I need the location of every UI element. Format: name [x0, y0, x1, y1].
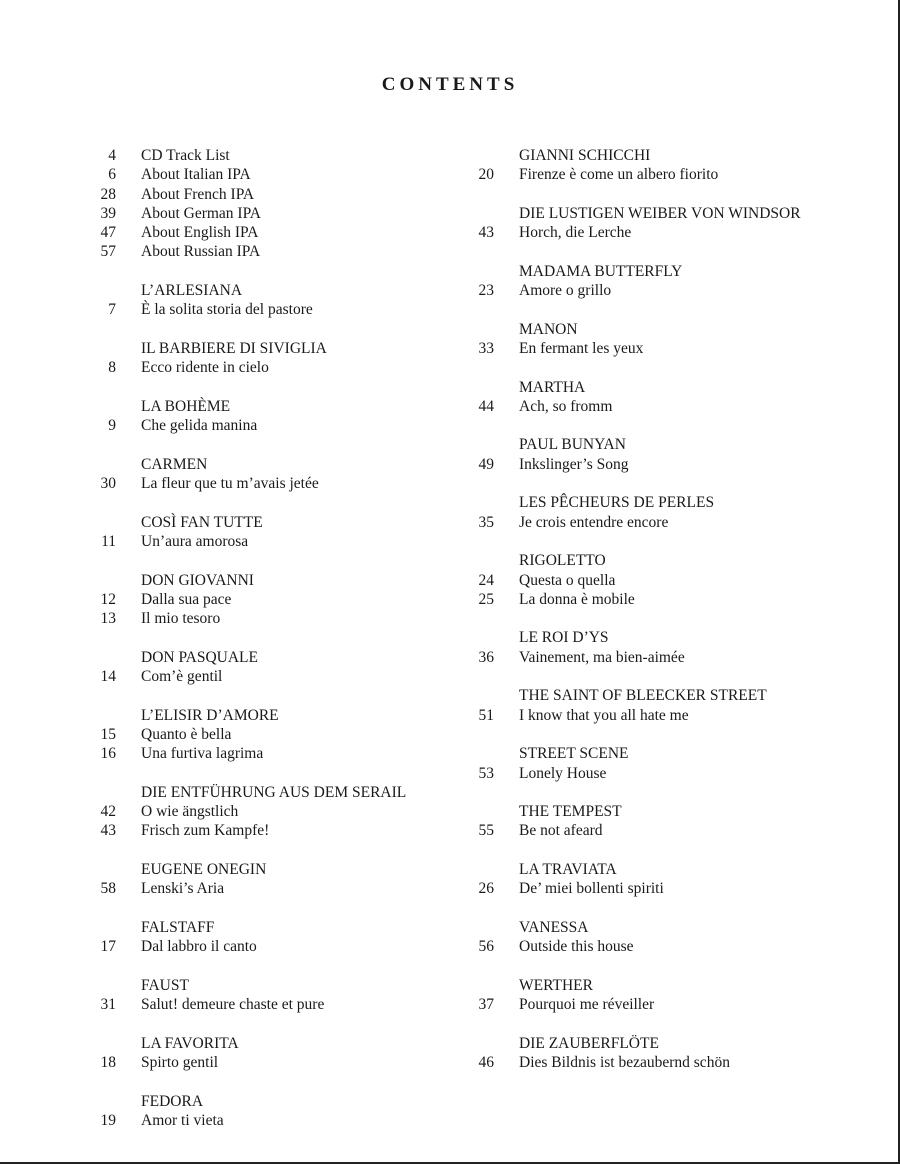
- entry-title: De’ miei bollenti spiriti: [519, 880, 664, 898]
- opera-heading-row: [463, 802, 883, 821]
- opera-heading: LES PÊCHEURS DE PERLES: [519, 494, 715, 512]
- contents-entry: [84, 725, 464, 744]
- opera-heading: PAUL BUNYAN: [519, 436, 626, 454]
- opera-heading: STREET SCENE: [519, 745, 629, 763]
- opera-heading-row: [84, 783, 464, 802]
- heading-spacer: [463, 262, 494, 281]
- opera-heading: DIE ENTFÜHRUNG AUS DEM SERAIL: [141, 783, 407, 801]
- entry-title: Il mio tesoro: [141, 610, 221, 628]
- opera-group: [84, 146, 464, 262]
- opera-heading: GIANNI SCHICCHI: [519, 147, 651, 164]
- opera-group: [84, 706, 464, 764]
- opera-heading-row: [84, 1092, 464, 1111]
- heading-spacer: [463, 860, 494, 879]
- opera-group: [463, 976, 883, 1015]
- page-number: 16: [100, 745, 116, 763]
- contents-entry: [463, 590, 883, 609]
- page-number: 46: [478, 1053, 494, 1071]
- page-number: 25: [478, 590, 494, 608]
- opera-heading: FALSTAFF: [141, 918, 215, 936]
- contents-entry: [463, 764, 883, 783]
- entry-title: En fermant les yeux: [519, 339, 644, 357]
- entry-title: About German IPA: [141, 204, 261, 222]
- entry-title: Salut! demeure chaste et pure: [141, 996, 325, 1014]
- opera-heading-row: [84, 513, 464, 532]
- entry-title: La fleur que tu m’avais jetée: [141, 475, 319, 493]
- opera-group: [84, 281, 464, 320]
- entry-title: CD Track List: [141, 147, 230, 164]
- heading-spacer: [463, 628, 494, 647]
- contents-entry: [463, 397, 883, 416]
- opera-heading: L’ARLESIANA: [141, 282, 243, 300]
- opera-heading: DON PASQUALE: [141, 648, 258, 666]
- opera-group: [463, 435, 883, 474]
- contents-entry: [463, 937, 883, 956]
- opera-group: [84, 455, 464, 494]
- opera-group: [84, 513, 464, 552]
- entry-title: Com’è gentil: [141, 668, 223, 686]
- opera-heading: MADAMA BUTTERFLY: [519, 262, 683, 280]
- opera-heading-row: [84, 1034, 464, 1053]
- opera-heading: THE SAINT OF BLEECKER STREET: [519, 687, 767, 705]
- heading-spacer: [463, 493, 494, 512]
- heading-spacer: [84, 281, 116, 300]
- opera-heading-row: [84, 976, 464, 995]
- contents-entry: [84, 744, 464, 763]
- page-number: 58: [100, 880, 116, 898]
- opera-heading-row: [84, 339, 464, 358]
- opera-group: [463, 628, 883, 667]
- page-number: 43: [478, 224, 494, 242]
- contents-entry: [463, 879, 883, 898]
- page-number: 42: [100, 803, 116, 821]
- opera-heading-row: [463, 686, 883, 705]
- contents-entry: [463, 339, 883, 358]
- entry-title: I know that you all hate me: [519, 706, 689, 724]
- contents-entry: [84, 474, 464, 493]
- page-number: 26: [478, 880, 494, 898]
- contents-entry: [84, 223, 464, 242]
- entry-title: Dal labbro il canto: [141, 938, 257, 956]
- heading-spacer: [463, 686, 494, 705]
- entry-title: Dies Bildnis ist bezaubernd schön: [519, 1053, 730, 1071]
- entry-title: Frisch zum Kampfe!: [141, 822, 270, 840]
- page-number: 20: [478, 166, 494, 184]
- heading-spacer: [463, 918, 494, 937]
- opera-heading-row: [463, 146, 883, 165]
- opera-heading: CARMEN: [141, 455, 208, 473]
- opera-group: [84, 397, 464, 436]
- heading-spacer: [84, 783, 116, 802]
- opera-heading-row: [463, 320, 883, 339]
- opera-heading-row: [84, 648, 464, 667]
- contents-entry: [84, 532, 464, 551]
- opera-group: [463, 802, 883, 841]
- contents-entry: [463, 706, 883, 725]
- entry-title: Horch, die Lerche: [519, 224, 632, 242]
- page-number: 53: [478, 764, 494, 782]
- heading-spacer: [463, 146, 494, 165]
- heading-spacer: [84, 455, 116, 474]
- contents-entry: [84, 204, 464, 223]
- contents-entry: [84, 802, 464, 821]
- contents-entry: [463, 455, 883, 474]
- opera-group: [84, 339, 464, 378]
- entry-title: Pourquoi me réveiller: [519, 996, 655, 1014]
- opera-heading-row: [463, 744, 883, 763]
- contents-entry: [463, 513, 883, 532]
- opera-heading-row: [463, 976, 883, 995]
- entry-title: Spirto gentil: [141, 1053, 219, 1071]
- opera-group: [463, 262, 883, 301]
- page-number: 6: [108, 166, 116, 184]
- opera-group: [84, 976, 464, 1015]
- page-number: 30: [100, 475, 116, 493]
- opera-group: [463, 551, 883, 609]
- contents-entry: [84, 821, 464, 840]
- contents-entry: [463, 821, 883, 840]
- entry-title: Questa o quella: [519, 571, 616, 589]
- opera-heading: RIGOLETTO: [519, 552, 606, 570]
- contents-entry: [463, 995, 883, 1014]
- page-title: CONTENTS: [381, 74, 519, 95]
- opera-heading-row: [84, 706, 464, 725]
- entry-title: Che gelida manina: [141, 417, 258, 435]
- opera-heading-row: [463, 262, 883, 281]
- contents-entry: [84, 590, 464, 609]
- opera-group: [463, 1034, 883, 1073]
- page-number: 49: [478, 455, 494, 473]
- contents-entry: [463, 223, 883, 242]
- page-number: 51: [478, 706, 494, 724]
- opera-group: [463, 744, 883, 783]
- page-number: 39: [100, 204, 116, 222]
- opera-heading: FAUST: [141, 976, 189, 994]
- heading-spacer: [84, 513, 116, 532]
- opera-group: [84, 571, 464, 629]
- opera-group: [84, 648, 464, 687]
- opera-heading: LA TRAVIATA: [519, 860, 617, 878]
- opera-heading-row: [463, 435, 883, 454]
- heading-spacer: [84, 397, 116, 416]
- page-number: 7: [108, 301, 116, 319]
- opera-heading: LE ROI D’YS: [519, 629, 609, 647]
- page-number: 11: [101, 532, 116, 550]
- entry-title: About French IPA: [141, 185, 255, 203]
- opera-heading: IL BARBIERE DI SIVIGLIA: [141, 339, 327, 357]
- entry-title: Amore o grillo: [519, 282, 612, 300]
- page-number: 35: [478, 513, 494, 531]
- opera-heading-row: [463, 204, 883, 223]
- opera-heading: WERTHER: [519, 976, 593, 994]
- entry-title: Lenski’s Aria: [141, 880, 225, 898]
- opera-heading-row: [84, 571, 464, 590]
- opera-group: [84, 918, 464, 957]
- opera-heading-row: [463, 628, 883, 647]
- entry-title: Inkslinger’s Song: [519, 455, 629, 473]
- opera-heading: MARTHA: [519, 378, 586, 396]
- opera-group: [463, 378, 883, 417]
- entry-title: About Italian IPA: [141, 166, 251, 184]
- heading-spacer: [84, 860, 116, 879]
- contents-left-column: [84, 146, 464, 1149]
- opera-heading: DIE ZAUBERFLÖTE: [519, 1034, 659, 1052]
- contents-entry: [84, 300, 464, 319]
- entry-title: Firenze è come un albero fiorito: [519, 166, 719, 184]
- entry-title: O wie ängstlich: [141, 803, 239, 821]
- heading-spacer: [463, 320, 494, 339]
- entry-title: La donna è mobile: [519, 590, 635, 608]
- contents-entry: [84, 1111, 464, 1130]
- page-number: 56: [478, 938, 494, 956]
- heading-spacer: [84, 648, 116, 667]
- contents-entry: [84, 416, 464, 435]
- contents-entry: [463, 648, 883, 667]
- opera-heading-row: [463, 918, 883, 937]
- heading-spacer: [463, 802, 494, 821]
- page-number: 23: [478, 282, 494, 300]
- page-number: 57: [100, 243, 116, 261]
- heading-spacer: [463, 435, 494, 454]
- opera-heading-row: [463, 1034, 883, 1053]
- page-number: 14: [100, 668, 116, 686]
- heading-spacer: [463, 378, 494, 397]
- entry-title: About English IPA: [141, 224, 259, 242]
- opera-group: [463, 686, 883, 725]
- opera-heading: DON GIOVANNI: [141, 571, 254, 589]
- contents-entry: [84, 165, 464, 184]
- page-number: 24: [478, 571, 494, 589]
- page-number: 19: [100, 1111, 116, 1129]
- contents-right-column: [463, 146, 883, 1092]
- page-number: 31: [100, 996, 116, 1014]
- opera-group: [84, 1034, 464, 1073]
- opera-heading-row: [463, 493, 883, 512]
- contents-entry: [84, 937, 464, 956]
- page-number: 33: [478, 339, 494, 357]
- entry-title: Vainement, ma bien-aimée: [519, 648, 685, 666]
- heading-spacer: [463, 744, 494, 763]
- contents-entry: [84, 995, 464, 1014]
- opera-group: [84, 1092, 464, 1131]
- contents-entry: [84, 1053, 464, 1072]
- page-number: 13: [100, 610, 116, 628]
- opera-heading-row: [84, 281, 464, 300]
- heading-spacer: [463, 204, 494, 223]
- page-number: 55: [478, 822, 494, 840]
- entry-title: Outside this house: [519, 938, 634, 956]
- heading-spacer: [463, 976, 494, 995]
- heading-spacer: [84, 1092, 116, 1111]
- page-number: 36: [478, 648, 494, 666]
- opera-heading-row: [84, 397, 464, 416]
- page-number: 4: [108, 147, 116, 164]
- page-number: 18: [100, 1053, 116, 1071]
- opera-heading: EUGENE ONEGIN: [141, 860, 267, 878]
- entry-title: Quanto è bella: [141, 725, 232, 743]
- opera-heading: MANON: [519, 320, 578, 338]
- heading-spacer: [84, 339, 116, 358]
- entry-title: Ach, so fromm: [519, 397, 613, 415]
- contents-entry: [463, 281, 883, 300]
- entry-title: About Russian IPA: [141, 243, 261, 261]
- opera-heading-row: [463, 860, 883, 879]
- page-number: 17: [100, 938, 116, 956]
- heading-spacer: [463, 1034, 494, 1053]
- entry-title: È la solita storia del pastore: [141, 301, 313, 319]
- heading-spacer: [463, 551, 494, 570]
- contents-entry: [84, 667, 464, 686]
- opera-group: [463, 918, 883, 957]
- opera-group: [463, 493, 883, 532]
- opera-heading-row: [84, 918, 464, 937]
- opera-group: [84, 783, 464, 841]
- contents-entry: [463, 1053, 883, 1072]
- contents-entry: [463, 571, 883, 590]
- entry-title: Un’aura amorosa: [141, 532, 249, 550]
- heading-spacer: [84, 976, 116, 995]
- page-number: 47: [100, 224, 116, 242]
- contents-entry: [84, 146, 464, 165]
- page-number: 9: [108, 417, 116, 435]
- heading-spacer: [84, 1034, 116, 1053]
- opera-group: [463, 146, 883, 185]
- opera-heading: LA BOHÈME: [141, 397, 231, 415]
- heading-spacer: [84, 918, 116, 937]
- contents-entry: [84, 358, 464, 377]
- opera-heading: LA FAVORITA: [141, 1034, 239, 1052]
- opera-heading: THE TEMPEST: [519, 803, 622, 821]
- entry-title: Dalla sua pace: [141, 590, 232, 608]
- page-number: 28: [100, 185, 116, 203]
- opera-heading-row: [84, 860, 464, 879]
- opera-group: [463, 320, 883, 359]
- opera-heading: DIE LUSTIGEN WEIBER VON WINDSOR: [519, 204, 801, 222]
- page-number: 8: [108, 359, 116, 377]
- opera-heading: FEDORA: [141, 1092, 204, 1110]
- opera-heading-row: [84, 455, 464, 474]
- entry-title: Be not afeard: [519, 822, 603, 840]
- heading-spacer: [84, 706, 116, 725]
- contents-entry: [84, 609, 464, 628]
- opera-heading: COSÌ FAN TUTTE: [141, 513, 263, 531]
- contents-entry: [84, 879, 464, 898]
- page-number: 37: [478, 996, 494, 1014]
- entry-title: Amor ti vieta: [141, 1111, 224, 1129]
- entry-title: Je crois entendre encore: [519, 513, 669, 531]
- opera-heading-row: [463, 551, 883, 570]
- opera-group: [463, 204, 883, 243]
- contents-entry: [463, 165, 883, 184]
- page-number: 44: [478, 397, 494, 415]
- opera-heading: VANESSA: [519, 918, 589, 936]
- opera-group: [84, 860, 464, 899]
- opera-heading: L’ELISIR D’AMORE: [141, 706, 279, 724]
- heading-spacer: [84, 571, 116, 590]
- page-number: 43: [100, 822, 116, 840]
- contents-entry: [84, 185, 464, 204]
- entry-title: Ecco ridente in cielo: [141, 359, 269, 377]
- page-number: 15: [100, 725, 116, 743]
- entry-title: Lonely House: [519, 764, 607, 782]
- contents-entry: [84, 242, 464, 261]
- opera-group: [463, 860, 883, 899]
- opera-heading-row: [463, 378, 883, 397]
- page-number: 12: [100, 590, 116, 608]
- entry-title: Una furtiva lagrima: [141, 745, 264, 763]
